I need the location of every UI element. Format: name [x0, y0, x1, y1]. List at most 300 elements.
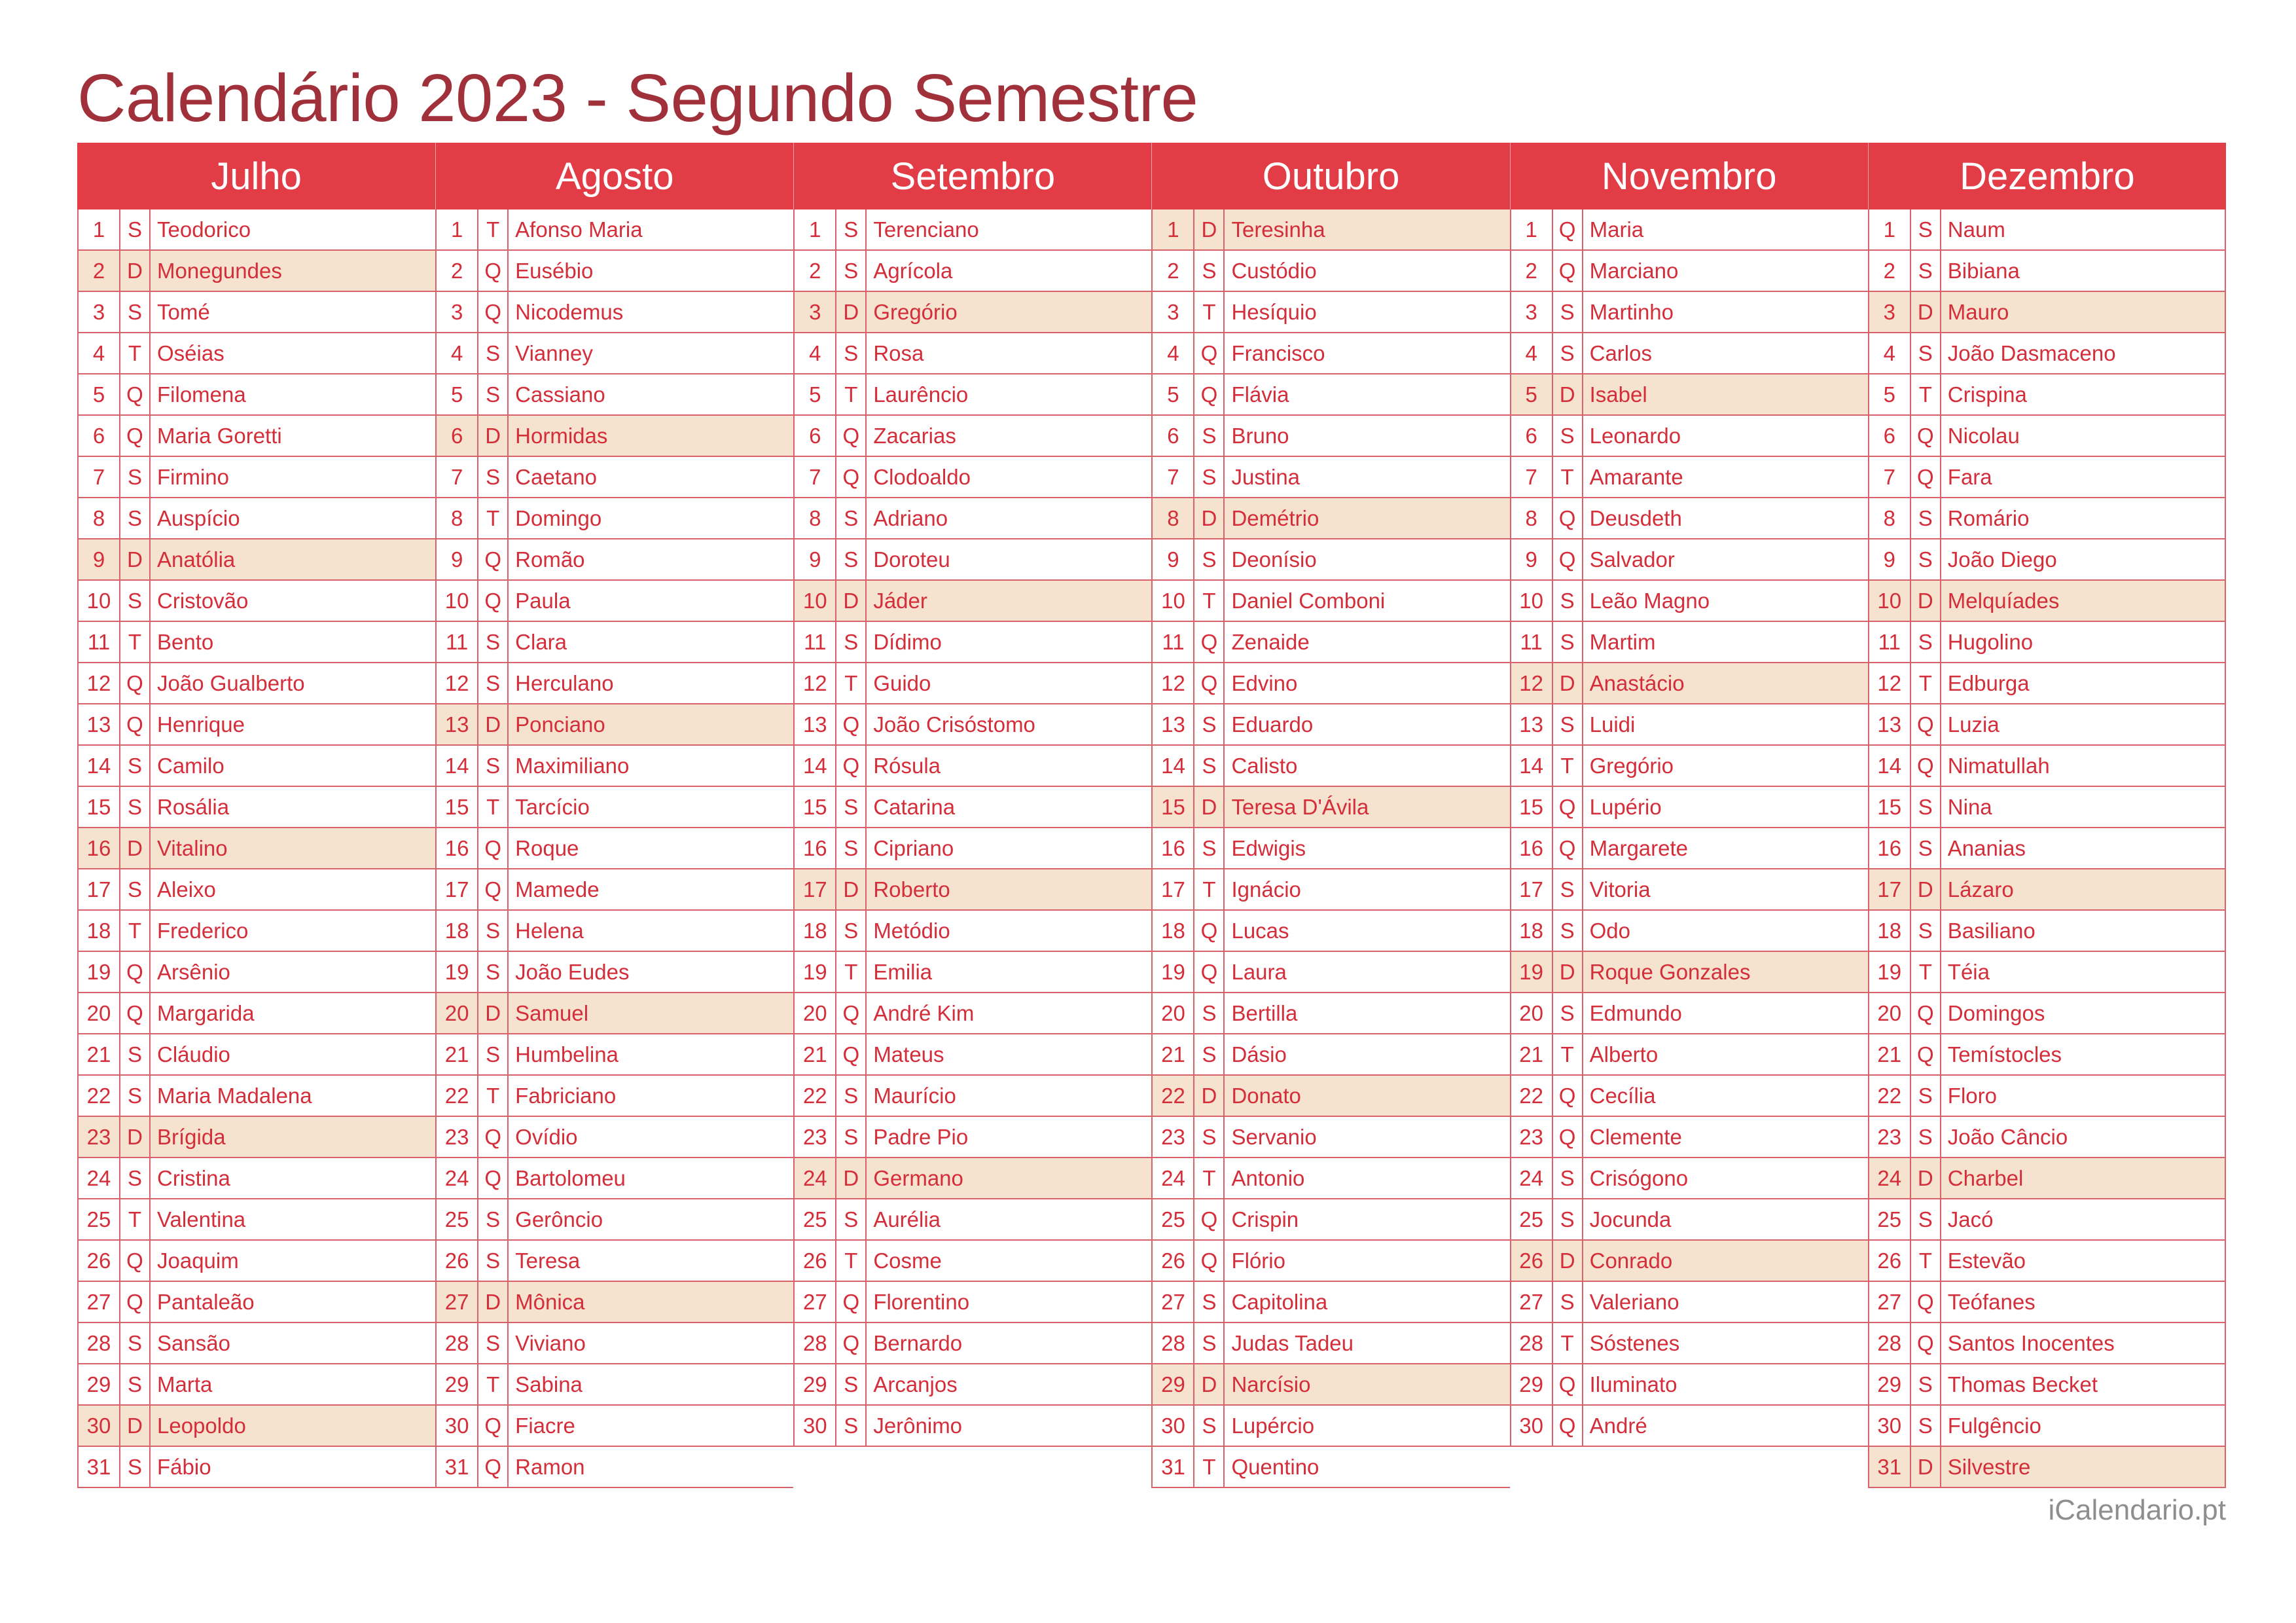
saint-name: Santos Inocentes: [1947, 1330, 2115, 1355]
day-row: [437, 1199, 793, 1241]
saint-name: Donato: [1231, 1083, 1301, 1108]
day-number: 2: [1511, 251, 1553, 291]
day-number: 10: [79, 581, 120, 621]
saint-name: João Eudes: [515, 959, 630, 984]
saint-name: Melquíades: [1947, 588, 2060, 613]
day-of-week: S: [1911, 622, 1941, 662]
day-of-week: D: [1911, 1158, 1941, 1198]
saint-name: Conrado: [1589, 1248, 1673, 1273]
day-of-week: T: [1194, 1158, 1225, 1198]
day-of-week: T: [120, 1199, 151, 1239]
day-of-week: S: [1194, 457, 1225, 497]
day-number: 12: [1869, 663, 1911, 703]
day-of-week: S: [478, 457, 509, 497]
day-of-week: S: [836, 828, 867, 868]
saint-name: Teresinha: [1231, 217, 1325, 242]
day-of-week: Q: [120, 1282, 151, 1322]
day-number: 6: [1153, 416, 1194, 456]
day-of-week: T: [1553, 457, 1583, 497]
day-number: 20: [795, 993, 836, 1033]
day-row: [437, 663, 793, 704]
saint-name: Ovídio: [515, 1124, 578, 1149]
day-number: 5: [437, 374, 478, 414]
day-row: [795, 251, 1151, 292]
day-of-week: D: [1911, 292, 1941, 332]
day-number: 6: [79, 416, 120, 456]
day-row: [79, 210, 435, 251]
day-number: 8: [79, 498, 120, 538]
saint-name: Guido: [873, 670, 931, 695]
day-number: 25: [1153, 1199, 1194, 1239]
day-row: [1153, 787, 1509, 828]
saint-name: Lucas: [1231, 918, 1289, 943]
day-number: 28: [1511, 1323, 1553, 1363]
day-of-week: S: [836, 622, 867, 662]
day-of-week: S: [1553, 622, 1583, 662]
saint-name: Bibiana: [1947, 258, 2020, 283]
day-row: [795, 1158, 1151, 1199]
day-number: 12: [1511, 663, 1553, 703]
day-row: [1511, 787, 1868, 828]
saint-name: Maria: [1589, 217, 1644, 242]
day-number: 15: [1511, 787, 1553, 827]
day-number: 15: [437, 787, 478, 827]
day-of-week: S: [120, 1447, 151, 1487]
day-of-week: Q: [478, 581, 509, 621]
saint-name: João Câncio: [1947, 1124, 2068, 1149]
day-of-week: S: [1553, 581, 1583, 621]
saint-name: Custódio: [1231, 258, 1317, 283]
day-row: [437, 1323, 793, 1364]
day-of-week: S: [120, 498, 151, 538]
day-of-week: Q: [120, 374, 151, 414]
day-row: [1153, 1117, 1509, 1158]
day-row: [1869, 581, 2225, 622]
saint-name: Firmino: [157, 464, 230, 489]
day-row: [437, 746, 793, 787]
saint-name: Odo: [1589, 918, 1630, 943]
day-row: [437, 1447, 793, 1488]
saint-name: Teresa: [515, 1248, 581, 1273]
day-row: [1869, 1199, 2225, 1241]
day-of-week: S: [478, 1323, 509, 1363]
day-number: 4: [1869, 333, 1911, 373]
saint-name: Capitolina: [1231, 1289, 1328, 1314]
day-of-week: S: [1553, 704, 1583, 744]
day-row: [437, 952, 793, 993]
day-number: 2: [437, 251, 478, 291]
saint-name: Vitalino: [157, 835, 228, 860]
day-of-week: Q: [1194, 911, 1225, 951]
saint-name: Fara: [1947, 464, 1992, 489]
day-row: [437, 1241, 793, 1282]
day-of-week: Q: [120, 993, 151, 1033]
saint-name: Hugolino: [1947, 629, 2034, 654]
saint-name: Demétrio: [1231, 505, 1319, 530]
day-of-week: T: [1553, 746, 1583, 786]
day-row: [795, 210, 1151, 251]
day-row: [79, 416, 435, 457]
day-number: 6: [437, 416, 478, 456]
day-number: 14: [1869, 746, 1911, 786]
day-of-week: S: [1194, 1034, 1225, 1074]
saint-name: Silvestre: [1947, 1454, 2031, 1479]
saint-name: Cipriano: [873, 835, 954, 860]
day-number: 10: [1869, 581, 1911, 621]
saint-name: Clodoaldo: [873, 464, 971, 489]
day-row: [1511, 1323, 1868, 1364]
day-number: 7: [1511, 457, 1553, 497]
day-of-week: Q: [1553, 828, 1583, 868]
day-of-week: Q: [1194, 1241, 1225, 1281]
day-row: [1153, 746, 1509, 787]
saint-name: Herculano: [515, 670, 614, 695]
month-column: [1510, 143, 1868, 1447]
day-number: 8: [437, 498, 478, 538]
day-row: [1511, 210, 1868, 251]
day-number: 31: [1153, 1447, 1194, 1487]
day-of-week: S: [1911, 539, 1941, 579]
day-row: [795, 374, 1151, 416]
day-row: [795, 911, 1151, 952]
day-row: [437, 374, 793, 416]
day-of-week: Q: [478, 828, 509, 868]
saint-name: Mônica: [515, 1289, 585, 1314]
day-number: 16: [1869, 828, 1911, 868]
saint-name: Narcísio: [1231, 1372, 1311, 1396]
day-row: [1511, 374, 1868, 416]
saint-name: Henrique: [157, 712, 245, 737]
saint-name: Valeriano: [1589, 1289, 1679, 1314]
day-number: 12: [795, 663, 836, 703]
day-of-week: T: [478, 787, 509, 827]
saint-name: Bento: [157, 629, 214, 654]
day-number: 7: [437, 457, 478, 497]
saint-name: Rosa: [873, 340, 924, 365]
day-row: [795, 581, 1151, 622]
day-of-week: S: [1194, 1282, 1225, 1322]
saint-name: Eusébio: [515, 258, 594, 283]
saint-name: Quentino: [1231, 1454, 1319, 1479]
site-credit: iCalendario.pt: [2048, 1494, 2226, 1526]
saint-name: Eduardo: [1231, 712, 1314, 737]
day-of-week: Q: [478, 539, 509, 579]
day-row: [437, 581, 793, 622]
day-of-week: D: [120, 251, 151, 291]
saint-name: Bruno: [1231, 423, 1289, 448]
day-number: 14: [1153, 746, 1194, 786]
day-row: [1153, 622, 1509, 663]
saint-name: Germano: [873, 1165, 963, 1190]
saint-name: Tarcício: [515, 794, 590, 819]
saint-name: Lupério: [1589, 794, 1662, 819]
saint-name: Daniel Comboni: [1231, 588, 1386, 613]
day-number: 1: [79, 210, 120, 249]
day-number: 29: [795, 1364, 836, 1404]
saint-name: Luzia: [1947, 712, 2000, 737]
saint-name: Ignácio: [1231, 877, 1301, 902]
day-number: 4: [1153, 333, 1194, 373]
day-row: [1869, 993, 2225, 1034]
saint-name: Martinho: [1589, 299, 1674, 324]
day-row: [79, 869, 435, 911]
day-of-week: D: [836, 292, 867, 332]
day-row: [1869, 663, 2225, 704]
day-number: 14: [437, 746, 478, 786]
saint-name: Laurêncio: [873, 382, 969, 407]
day-row: [1153, 581, 1509, 622]
day-number: 31: [437, 1447, 478, 1487]
day-of-week: T: [1553, 1034, 1583, 1074]
day-row: [79, 1158, 435, 1199]
day-row: [1153, 1034, 1509, 1076]
day-row: [437, 210, 793, 251]
saint-name: Edvino: [1231, 670, 1298, 695]
day-row: [1869, 333, 2225, 374]
day-row: [437, 993, 793, 1034]
saint-name: Joaquim: [157, 1248, 239, 1273]
day-of-week: D: [1553, 374, 1583, 414]
day-number: 7: [1153, 457, 1194, 497]
saint-name: Thomas Becket: [1947, 1372, 2098, 1396]
day-of-week: S: [1553, 416, 1583, 456]
day-of-week: D: [1194, 210, 1225, 249]
day-row: [1869, 1034, 2225, 1076]
calendar-grid: [77, 143, 2226, 1488]
day-of-week: S: [1911, 1406, 1941, 1446]
day-row: [795, 1406, 1151, 1447]
day-number: 28: [795, 1323, 836, 1363]
day-of-week: Q: [836, 746, 867, 786]
day-of-week: S: [120, 457, 151, 497]
day-number: 1: [1153, 210, 1194, 249]
day-row: [1511, 1034, 1868, 1076]
day-list: [77, 210, 435, 1488]
day-number: 27: [437, 1282, 478, 1322]
day-row: [79, 374, 435, 416]
day-row: [1153, 1199, 1509, 1241]
day-number: 31: [79, 1447, 120, 1487]
day-number: 26: [1511, 1241, 1553, 1281]
day-row: [437, 333, 793, 374]
saint-name: Tomé: [157, 299, 210, 324]
saint-name: Crispin: [1231, 1207, 1299, 1231]
day-of-week: S: [478, 911, 509, 951]
day-row: [79, 1241, 435, 1282]
day-number: 3: [1511, 292, 1553, 332]
saint-name: Flório: [1231, 1248, 1285, 1273]
day-number: 21: [1869, 1034, 1911, 1074]
saint-name: Nicolau: [1947, 423, 2020, 448]
day-of-week: S: [1194, 539, 1225, 579]
day-of-week: Q: [1911, 1282, 1941, 1322]
day-row: [795, 622, 1151, 663]
day-of-week: T: [836, 663, 867, 703]
day-of-week: S: [836, 251, 867, 291]
day-number: 4: [79, 333, 120, 373]
saint-name: Bertilla: [1231, 1000, 1298, 1025]
saint-name: João Diego: [1947, 547, 2057, 572]
day-of-week: T: [120, 911, 151, 951]
day-row: [1869, 746, 2225, 787]
day-number: 3: [1869, 292, 1911, 332]
day-of-week: S: [478, 622, 509, 662]
day-number: 2: [1153, 251, 1194, 291]
saint-name: Nimatullah: [1947, 753, 2050, 778]
day-of-week: S: [1194, 416, 1225, 456]
day-of-week: S: [836, 1076, 867, 1116]
day-number: 7: [1869, 457, 1911, 497]
saint-name: Carlos: [1589, 340, 1652, 365]
day-number: 17: [79, 869, 120, 909]
saint-name: Clemente: [1589, 1124, 1682, 1149]
saint-name: Emilia: [873, 959, 933, 984]
saint-name: Maximiliano: [515, 753, 630, 778]
day-row: [79, 993, 435, 1034]
day-number: 28: [1153, 1323, 1194, 1363]
day-number: 29: [1869, 1364, 1911, 1404]
day-list: [793, 210, 1151, 1447]
saint-name: Flávia: [1231, 382, 1289, 407]
saint-name: Francisco: [1231, 340, 1325, 365]
day-row: [79, 1447, 435, 1488]
day-of-week: Q: [1911, 1034, 1941, 1074]
day-of-week: S: [1911, 1117, 1941, 1157]
day-row: [1153, 498, 1509, 539]
day-row: [1511, 1076, 1868, 1117]
day-row: [795, 869, 1151, 911]
day-row: [1153, 539, 1509, 581]
day-of-week: S: [1553, 869, 1583, 909]
day-row: [79, 746, 435, 787]
saint-name: Alberto: [1589, 1042, 1659, 1067]
saint-name: Maria Goretti: [157, 423, 282, 448]
day-row: [1511, 1199, 1868, 1241]
day-row: [1153, 374, 1509, 416]
day-number: 14: [79, 746, 120, 786]
day-number: 11: [79, 622, 120, 662]
day-of-week: S: [1911, 251, 1941, 291]
day-of-week: S: [120, 1323, 151, 1363]
day-of-week: T: [1194, 581, 1225, 621]
day-of-week: Q: [478, 251, 509, 291]
day-of-week: Q: [1553, 498, 1583, 538]
day-of-week: T: [1911, 663, 1941, 703]
day-row: [1153, 1323, 1509, 1364]
day-of-week: S: [478, 663, 509, 703]
day-of-week: T: [1911, 374, 1941, 414]
day-of-week: S: [1194, 746, 1225, 786]
day-number: 16: [1153, 828, 1194, 868]
day-number: 18: [79, 911, 120, 951]
saint-name: Humbelina: [515, 1042, 619, 1067]
saint-name: Leonardo: [1589, 423, 1681, 448]
day-row: [437, 498, 793, 539]
day-row: [79, 1199, 435, 1241]
day-row: [1153, 869, 1509, 911]
day-row: [79, 539, 435, 581]
day-row: [437, 1076, 793, 1117]
day-of-week: Q: [478, 292, 509, 332]
day-number: 21: [437, 1034, 478, 1074]
day-of-week: S: [836, 1117, 867, 1157]
day-of-week: S: [478, 1199, 509, 1239]
day-number: 7: [79, 457, 120, 497]
day-of-week: Q: [1553, 1076, 1583, 1116]
saint-name: Zacarias: [873, 423, 956, 448]
saint-name: Lázaro: [1947, 877, 2014, 902]
saint-name: Edburga: [1947, 670, 2030, 695]
saint-name: Aurélia: [873, 1207, 941, 1231]
day-number: 9: [437, 539, 478, 579]
saint-name: Teófanes: [1947, 1289, 2036, 1314]
saint-name: Oséias: [157, 340, 224, 365]
day-row: [1511, 1364, 1868, 1406]
day-number: 30: [1511, 1406, 1553, 1446]
day-number: 25: [437, 1199, 478, 1239]
day-of-week: Q: [1553, 539, 1583, 579]
day-row: [795, 1241, 1151, 1282]
day-of-week: T: [1911, 1241, 1941, 1281]
saint-name: Agrícola: [873, 258, 953, 283]
day-number: 29: [437, 1364, 478, 1404]
day-of-week: S: [836, 210, 867, 249]
day-of-week: D: [1553, 1241, 1583, 1281]
day-number: 1: [1869, 210, 1911, 249]
day-of-week: Q: [1194, 374, 1225, 414]
day-number: 10: [1153, 581, 1194, 621]
saint-name: Bartolomeu: [515, 1165, 626, 1190]
day-list: [1151, 210, 1509, 1488]
saint-name: Romário: [1947, 505, 2030, 530]
day-of-week: T: [1911, 952, 1941, 992]
day-row: [79, 1323, 435, 1364]
day-number: 21: [1511, 1034, 1553, 1074]
day-number: 19: [79, 952, 120, 992]
day-of-week: Q: [1194, 952, 1225, 992]
day-of-week: S: [120, 1076, 151, 1116]
saint-name: Hesíquio: [1231, 299, 1317, 324]
day-row: [1511, 828, 1868, 869]
saint-name: Marciano: [1589, 258, 1679, 283]
day-of-week: Q: [836, 416, 867, 456]
day-number: 10: [795, 581, 836, 621]
day-of-week: T: [120, 333, 151, 373]
saint-name: Padre Pio: [873, 1124, 969, 1149]
day-row: [79, 1282, 435, 1323]
day-number: 3: [79, 292, 120, 332]
day-number: 24: [437, 1158, 478, 1198]
day-number: 28: [437, 1323, 478, 1363]
saint-name: Domingo: [515, 505, 602, 530]
day-number: 29: [79, 1364, 120, 1404]
day-number: 4: [795, 333, 836, 373]
saint-name: Deusdeth: [1589, 505, 1682, 530]
day-of-week: Q: [1911, 704, 1941, 744]
month-column: [435, 143, 793, 1488]
day-row: [1511, 498, 1868, 539]
day-of-week: S: [1194, 993, 1225, 1033]
saint-name: Mateus: [873, 1042, 944, 1067]
saint-name: Dídimo: [873, 629, 942, 654]
saint-name: André: [1589, 1413, 1647, 1438]
day-row: [1511, 911, 1868, 952]
day-number: 9: [1153, 539, 1194, 579]
day-row: [79, 828, 435, 869]
day-row: [1869, 251, 2225, 292]
day-of-week: S: [1553, 1282, 1583, 1322]
day-number: 20: [79, 993, 120, 1033]
